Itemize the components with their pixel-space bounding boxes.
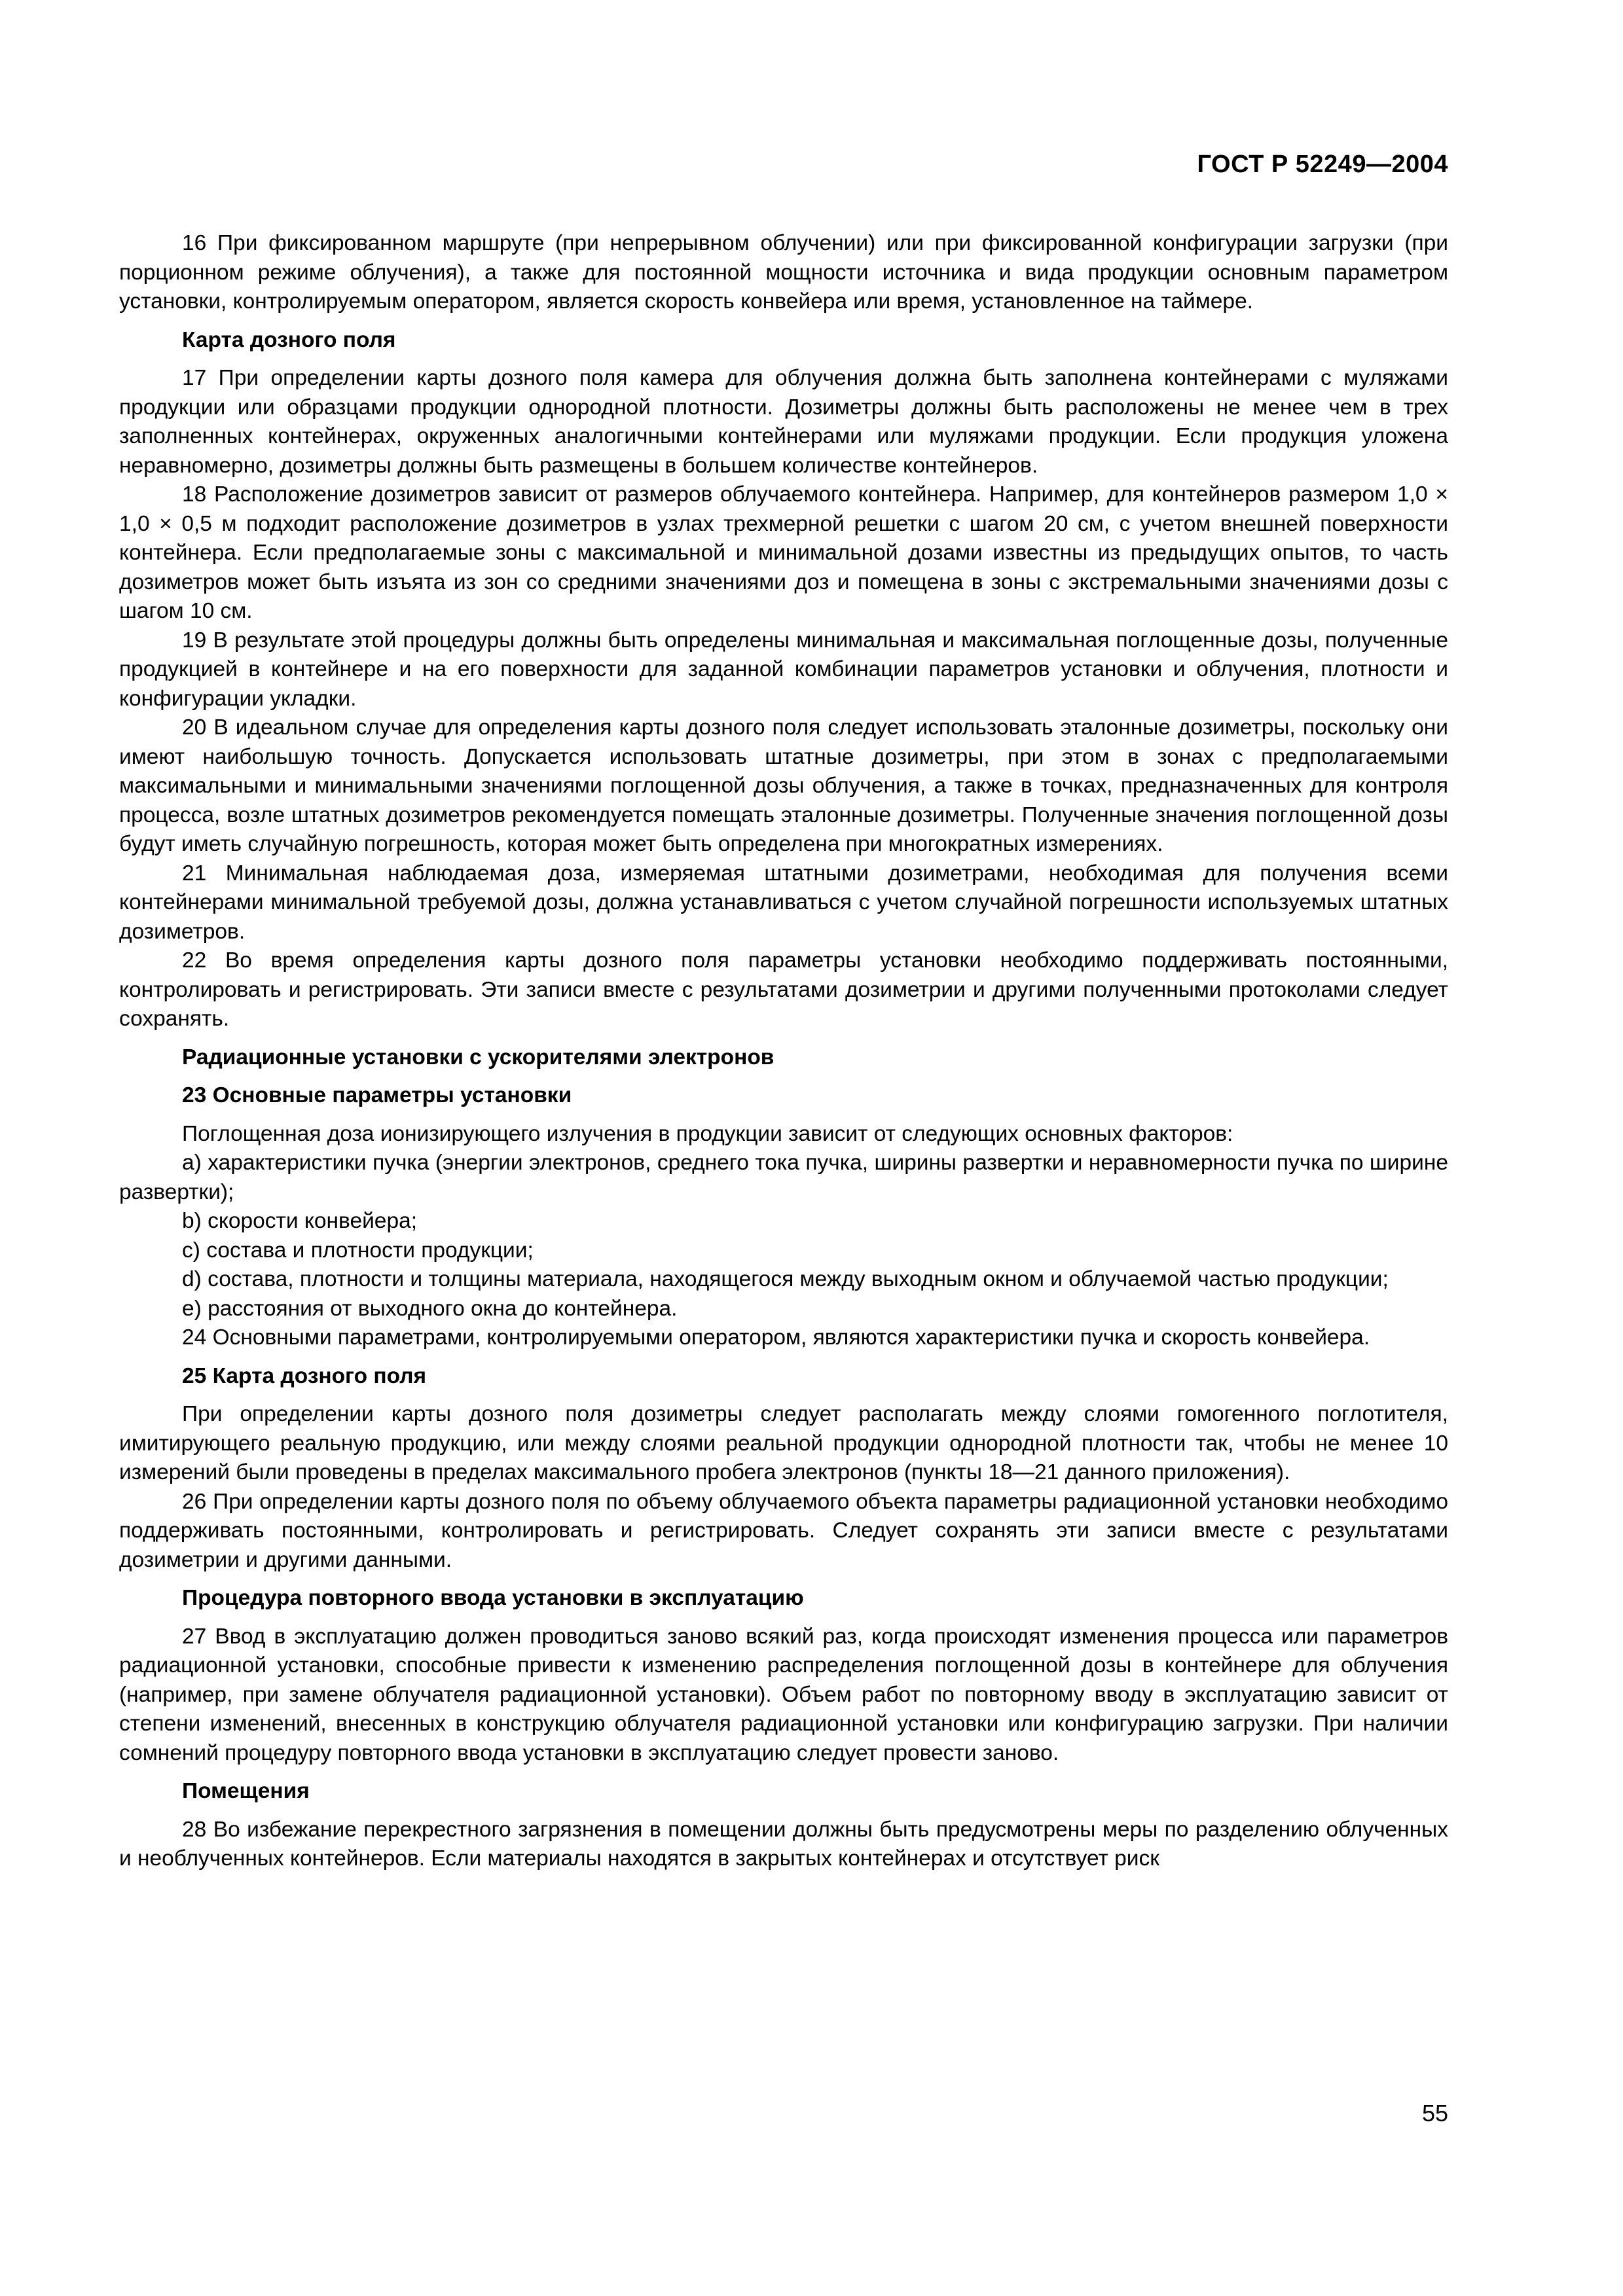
heading-23-main-parameters: 23 Основные параметры установки bbox=[182, 1083, 572, 1107]
heading-dose-map: Карта дозного поля bbox=[182, 327, 396, 352]
paragraph-24: 24 Основными параметрами, контролируемыми оператором, являются характеристики пучка и скорость конвейера. bbox=[182, 1325, 1370, 1350]
paragraph-27: 27 Ввод в эксплуатацию должен проводиться заново всякий раз, когда происходят изменения процесса или параметров радиационной установки, способные привести к изменению распределения поглощенной дозы в контейнере для облучения (например, при замене облучателя радиационной установки). Объем работ по повторному вводу в эксплуатацию зависит от степени изменений, внесенных в конструкцию облучателя радиационной установки или конфигурацию загрузки. При наличии сомнений процедуру повторного ввода установки в эксплуатацию следует провести заново. bbox=[119, 1624, 1448, 1765]
paragraph-20: 20 В идеальном случае для определения карты дозного поля следует использовать эталонные дозиметры, поскольку они имеют наибольшую точность. Допускается использовать штатные дозиметры, при этом в зонах с предполагаемыми максимальными и минимальными значениями поглощенной дозы облучения, а также в точках, предназначенных для контроля процесса, возле штатных дозиметров рекомендуется помещать эталонные дозиметры. Полученные значения поглощенной дозы будут иметь случайную погрешность, которая может быть определена при многократных измерениях. bbox=[119, 715, 1448, 856]
paragraph-22: 22 Во время определения карты дозного поля параметры установки необходимо поддерживать постоянными, контролировать и регистрировать. Эти записи вместе с результатами дозиметрии и другими полученными протоколами следует сохранять. bbox=[119, 948, 1448, 1031]
heading-25-dose-map: 25 Карта дозного поля bbox=[182, 1363, 427, 1388]
paragraph-21: 21 Минимальная наблюдаемая доза, измеряемая штатными дозиметрами, необходимая для получения всеми контейнерами минимальной требуемой дозы, должна устанавливаться с учетом случайной погрешности используемых штатных дозиметров. bbox=[119, 861, 1448, 944]
document-page bbox=[119, 0, 1448, 2296]
list-item-e: e) расстояния от выходного окна до контейнера. bbox=[182, 1296, 678, 1321]
paragraph-absorbed-dose-factors: Поглощенная доза ионизирующего излучения в продукции зависит от следующих основных факторов: bbox=[182, 1121, 1233, 1146]
paragraph-26: 26 При определении карты дозного поля по объему облучаемого объекта параметры радиационной установки необходимо поддерживать постоянными, контролировать и регистрировать. Следует сохранять эти записи вместе с результатами дозиметрии и другими данными. bbox=[119, 1489, 1448, 1572]
paragraph-18: 18 Расположение дозиметров зависит от размеров облучаемого контейнера. Например, для контейнеров размером 1,0 × 1,0 × 0,5 м подходит расположение дозиметров в узлах трехмерной решетки с шагом 20 см, с учетом внешней поверхности контейнера. Если предполагаемые зоны с максимальной и минимальной дозами известны из предыдущих опытов, то часть дозиметров может быть изъята из зон со средними значениями доз и помещена в зоны с экстремальными значениями дозы с шагом 10 см. bbox=[119, 482, 1448, 623]
heading-premises: Помещения bbox=[182, 1779, 310, 1803]
paragraph-17: 17 При определении карты дозного поля камера для облучения должна быть заполнена контейнерами с муляжами продукции или образцами продукции однородной плотности. Дозиметры должны быть расположены не менее чем в трех заполненных контейнерах, окруженных аналогичными контейнерами или муляжами продукции. Если продукция уложена неравномерно, дозиметры должны быть размещены в большем количестве контейнеров. bbox=[119, 366, 1448, 478]
paragraph-16: 16 При фиксированном маршруте (при непрерывном облучении) или при фиксированной конфигурации загрузки (при порционном режиме облучения), а также для постоянной мощности источника и вида продукции основным параметром установки, контролируемым оператором, является скорость конвейера или время, установленное на таймере. bbox=[119, 231, 1448, 314]
list-item-c: c) состава и плотности продукции; bbox=[182, 1238, 534, 1263]
standard-code-header: ГОСТ Р 52249—2004 bbox=[1197, 151, 1448, 178]
paragraph-25-body: При определении карты дозного поля дозиметры следует располагать между слоями гомогенного поглотителя, имитирующего реальную продукцию, или между слоями реальной продукции однородной плотности так, чтобы не менее 10 измерений были проведены в пределах максимального пробега электронов (пункты 18—21 данного приложения). bbox=[119, 1402, 1448, 1484]
document-body bbox=[119, 229, 1448, 1874]
page-number: 55 bbox=[1421, 2100, 1448, 2126]
paragraph-28: 28 Во избежание перекрестного загрязнения в помещении должны быть предусмотрены меры по разделению облученных и необлученных контейнеров. Если материалы находятся в закрытых контейнерах и отсутствует риск bbox=[119, 1817, 1448, 1871]
paragraph-19: 19 В результате этой процедуры должны быть определены минимальная и максимальная поглощенные дозы, полученные продукцией в контейнере и на его поверхности для заданной комбинации параметров установки и облучения, плотности и конфигурации укладки. bbox=[119, 628, 1448, 711]
heading-recommissioning: Процедура повторного ввода установки в эксплуатацию bbox=[182, 1586, 804, 1610]
list-item-b: b) скорости конвейера; bbox=[182, 1209, 418, 1233]
list-item-d: d) состава, плотности и толщины материала, находящегося между выходным окном и облучаемой частью продукции; bbox=[182, 1267, 1389, 1291]
list-item-a: a) характеристики пучка (энергии электронов, среднего тока пучка, ширины развертки и неравномерности пучка по ширине развертки); bbox=[119, 1151, 1448, 1204]
heading-electron-accelerators: Радиационные установки с ускорителями электронов bbox=[182, 1045, 775, 1069]
